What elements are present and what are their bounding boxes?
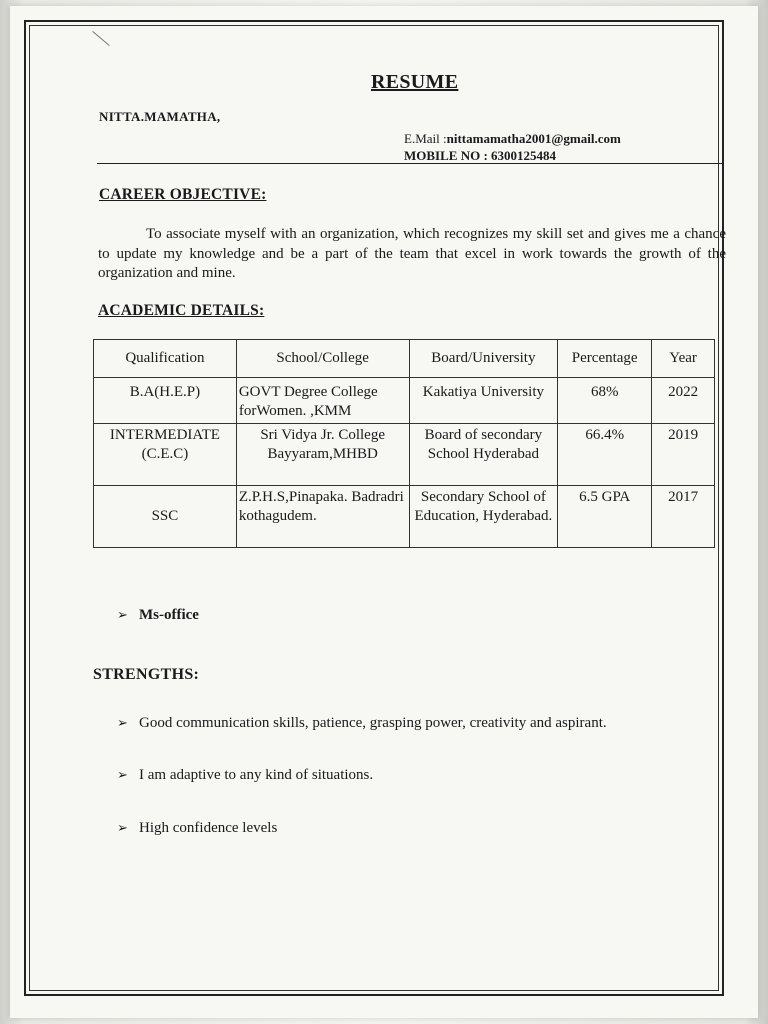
table-row: [94, 424, 715, 486]
mobile-line: [404, 147, 621, 164]
table-cell: GOVT Degree College forWomen. ,KMM: [236, 378, 409, 424]
column-header: Qualification: [94, 340, 237, 378]
table-cell: INTERMEDIATE (C.E.C): [94, 424, 237, 486]
table-cell: 2022: [652, 378, 715, 424]
academic-table: [93, 339, 715, 548]
table-cell: Z.P.H.S,Pinapaka. Badradri kothagudem.: [236, 486, 409, 548]
mobile-value: 6300125484: [491, 148, 557, 163]
email-value: nittamamatha2001@gmail.com: [446, 131, 621, 146]
arrow-bullet-icon: ➢: [117, 821, 128, 836]
arrow-bullet-icon: ➢: [117, 716, 128, 731]
table-header-row: [94, 340, 715, 378]
contact-block: [404, 130, 621, 164]
table-cell: 2019: [652, 424, 715, 486]
table-cell: Kakatiya University: [409, 378, 558, 424]
table-cell: 68%: [558, 378, 652, 424]
strength-text: Good communication skills, patience, grasping power, creativity and aspirant.: [139, 715, 607, 731]
strength-text: High confidence levels: [139, 820, 278, 836]
table-cell: 2017: [652, 486, 715, 548]
career-objective-body: To associate myself with an organization, which recognizes my skill set and gives me a chance to update my knowledge and be a part of the team that excel in work towards the growth of the organization and mine.: [98, 226, 726, 281]
table-row: [94, 378, 715, 424]
strength-item: [117, 820, 277, 837]
column-header: Board/University: [409, 340, 558, 378]
table-row: [94, 486, 715, 548]
career-objective-heading: CAREER OBJECTIVE:: [99, 186, 267, 203]
arrow-bullet-icon: ➢: [117, 768, 128, 783]
career-objective-text: [98, 225, 726, 284]
header-divider: [97, 163, 724, 164]
table-cell: Sri Vidya Jr. College Bayyaram,MHBD: [236, 424, 409, 486]
document-title: RESUME: [371, 71, 459, 93]
strength-item: [117, 715, 607, 732]
column-header: Percentage: [558, 340, 652, 378]
table-cell: Board of secondary School Hyderabad: [409, 424, 558, 486]
mobile-label: MOBILE NO :: [404, 148, 488, 163]
email-line: [404, 130, 621, 147]
column-header: School/College: [236, 340, 409, 378]
arrow-bullet-icon: ➢: [117, 608, 128, 623]
strengths-heading: STRENGTHS:: [93, 666, 200, 683]
table-cell: SSC: [94, 486, 237, 548]
table-cell: B.A(H.E.P): [94, 378, 237, 424]
table-cell: 66.4%: [558, 424, 652, 486]
table-cell: 6.5 GPA: [558, 486, 652, 548]
strength-item: [117, 767, 373, 784]
strength-text: I am adaptive to any kind of situations.: [139, 767, 374, 783]
applicant-name: NITTA.MAMATHA,: [99, 109, 221, 124]
skill-item: [117, 607, 199, 624]
email-label: E.Mail :: [404, 131, 447, 146]
academic-details-heading: ACADEMIC DETAILS:: [98, 302, 265, 319]
table-cell: Secondary School of Education, Hyderabad.: [409, 486, 558, 548]
column-header: Year: [652, 340, 715, 378]
skill-label: Ms-office: [139, 607, 199, 623]
